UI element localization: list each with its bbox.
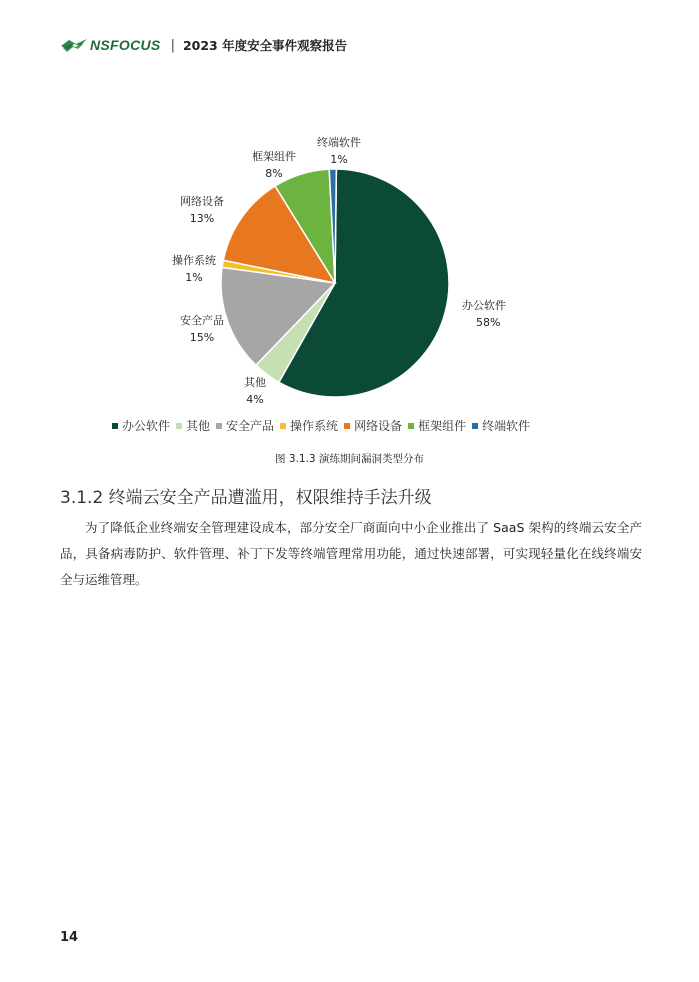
legend-label: 终端软件 xyxy=(482,419,531,433)
vulnerability-pie-chart xyxy=(0,120,699,415)
section-heading: 3.1.2 终端云安全产品遭滥用，权限维持手法升级 xyxy=(60,488,432,508)
slice-label-1: 其他 xyxy=(244,376,266,389)
slice-label-5: 框架组件 xyxy=(252,150,296,163)
logo-mark-icon xyxy=(60,37,88,53)
slice-value-2: 15% xyxy=(189,331,215,344)
legend-item-6 xyxy=(472,417,530,434)
legend-swatch-icon xyxy=(112,423,118,429)
page-header xyxy=(60,34,347,56)
slice-value-4: 13% xyxy=(189,212,215,225)
chart-legend xyxy=(112,417,592,434)
legend-label: 其他 xyxy=(186,419,211,433)
header-separator: | xyxy=(170,37,175,53)
legend-item-4 xyxy=(344,417,402,434)
legend-label: 网络设备 xyxy=(354,419,403,433)
slice-value-5: 8% xyxy=(265,167,283,180)
legend-item-0 xyxy=(112,417,170,434)
slice-value-0: 58% xyxy=(476,316,501,329)
body-paragraph: 为了降低企业终端安全管理建设成本，部分安全厂商面向中小企业推出了 SaaS 架构的终端云安全产品，具备病毒防护、软件管理、补丁下发等终端管理常用功能，通过快速部署，可实现轻量化在线终端安全与运维管理。 xyxy=(60,520,642,587)
legend-item-5 xyxy=(408,417,466,434)
slice-value-3: 1% xyxy=(185,271,203,284)
page-number: 14 xyxy=(60,930,79,945)
legend-label: 框架组件 xyxy=(418,419,467,433)
legend-swatch-icon xyxy=(176,423,182,429)
figure-caption: 图 3.1.3 演练期间漏洞类型分布 xyxy=(275,453,424,465)
slice-label-2: 安全产品 xyxy=(180,314,224,327)
slice-label-6: 终端软件 xyxy=(317,136,361,149)
slice-value-6: 1% xyxy=(330,153,348,166)
logo-text: NSFOCUS xyxy=(90,37,161,53)
slice-label-3: 操作系统 xyxy=(172,254,216,267)
legend-label: 安全产品 xyxy=(226,419,275,433)
slice-label-0: 办公软件 xyxy=(462,299,506,312)
legend-swatch-icon xyxy=(472,423,478,429)
legend-item-1 xyxy=(176,417,210,434)
legend-swatch-icon xyxy=(216,423,222,429)
legend-swatch-icon xyxy=(344,423,350,429)
legend-swatch-icon xyxy=(408,423,414,429)
legend-item-2 xyxy=(216,417,274,434)
report-title: 2023 年度安全事件观察报告 xyxy=(182,38,348,53)
slice-label-4: 网络设备 xyxy=(180,195,224,208)
legend-swatch-icon xyxy=(280,423,286,429)
legend-item-3 xyxy=(280,417,338,434)
legend-label: 操作系统 xyxy=(290,419,339,433)
nsfocus-logo xyxy=(60,37,161,53)
slice-value-1: 4% xyxy=(246,393,264,406)
legend-label: 办公软件 xyxy=(122,419,171,433)
